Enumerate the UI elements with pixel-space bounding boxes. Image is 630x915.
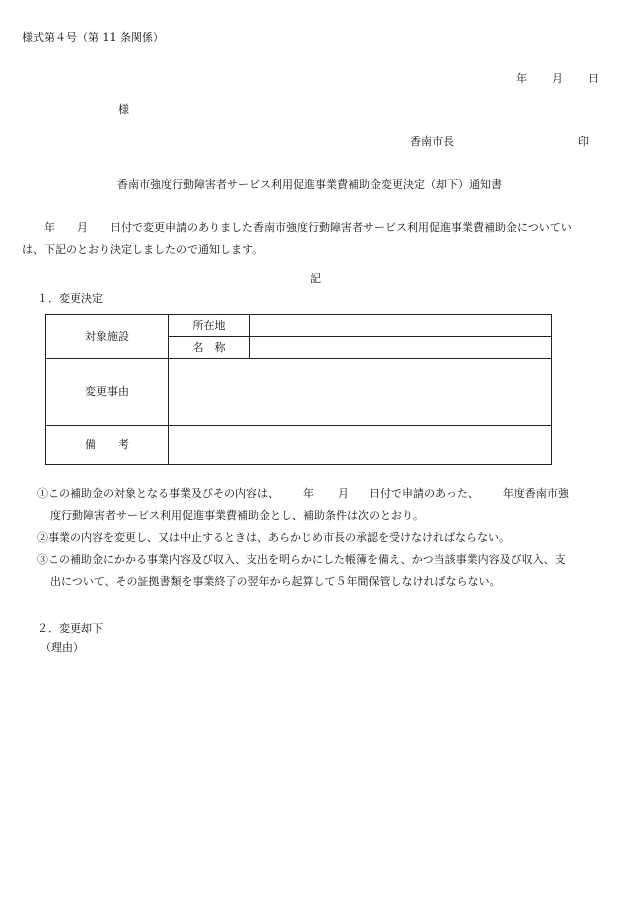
note-1-text-c: 年度香南市強 (502, 487, 569, 500)
remarks-label: 備 考 (46, 426, 169, 465)
table-row (46, 315, 552, 337)
sender-name: 香南市長 (410, 135, 454, 148)
note-1-year: 年 (303, 487, 314, 500)
addressee-suffix: 様 (118, 103, 129, 116)
reason-label: 変更事由 (46, 359, 169, 426)
name-value[interactable] (250, 337, 552, 359)
date-line (516, 72, 599, 86)
ki-heading: 記 (310, 272, 321, 285)
date-day: 日 (588, 72, 599, 85)
note-1-line1 (37, 483, 627, 505)
remarks-value[interactable] (169, 426, 552, 465)
section1-heading: １．変更決定 (37, 292, 103, 305)
table-row (46, 359, 552, 426)
change-decision-table (45, 314, 552, 465)
date-month: 月 (552, 72, 563, 85)
intro-text: 日付で変更申請のありました香南市強度行動障害者サービス利用促進事業費補助金についてい (110, 221, 572, 234)
intro-paragraph (22, 217, 622, 261)
note-1-text-b: 日付で申請のあった、 (369, 487, 479, 500)
reason-value[interactable] (169, 359, 552, 426)
intro-year: 年 (44, 221, 55, 234)
section2-reason-label: （理由） (40, 641, 84, 654)
intro-line2: は、下記のとおり決定しましたので通知します。 (22, 243, 264, 256)
location-value[interactable] (250, 315, 552, 337)
note-1-month: 月 (338, 487, 349, 500)
location-label: 所在地 (169, 315, 250, 337)
note-1-text-a: ①この補助金の対象となる事業及びその内容は、 (37, 487, 279, 500)
table-row (46, 426, 552, 465)
note-3-line2: 出について、その証拠書類を事業終了の翌年から起算して５年間保管しなければならない。 (50, 575, 501, 588)
seal-mark: 印 (578, 135, 589, 148)
document-title: 香南市強度行動障害者サービス利用促進事業費補助金変更決定（却下）通知書 (117, 178, 502, 191)
note-2: ②事業の内容を変更し、又は中止するときは、あらかじめ市長の承認を受けなければならない。 (37, 531, 510, 544)
intro-month: 月 (77, 221, 88, 234)
section2-heading: ２．変更却下 (37, 622, 103, 635)
form-number: 様式第４号（第 11 条関係） (22, 31, 164, 44)
name-label: 名 称 (169, 337, 250, 359)
facility-label: 対象施設 (46, 315, 169, 359)
notes-block (37, 483, 627, 593)
note-3-line1: ③この補助金にかかる事業内容及び収入、支出を明らかにした帳簿を備え、かつ当該事業内容及び収入、支 (37, 553, 566, 566)
note-1-line2: 度行動障害者サービス利用促進事業費補助金とし、補助条件は次のとおり。 (50, 509, 424, 522)
date-year: 年 (516, 72, 527, 85)
